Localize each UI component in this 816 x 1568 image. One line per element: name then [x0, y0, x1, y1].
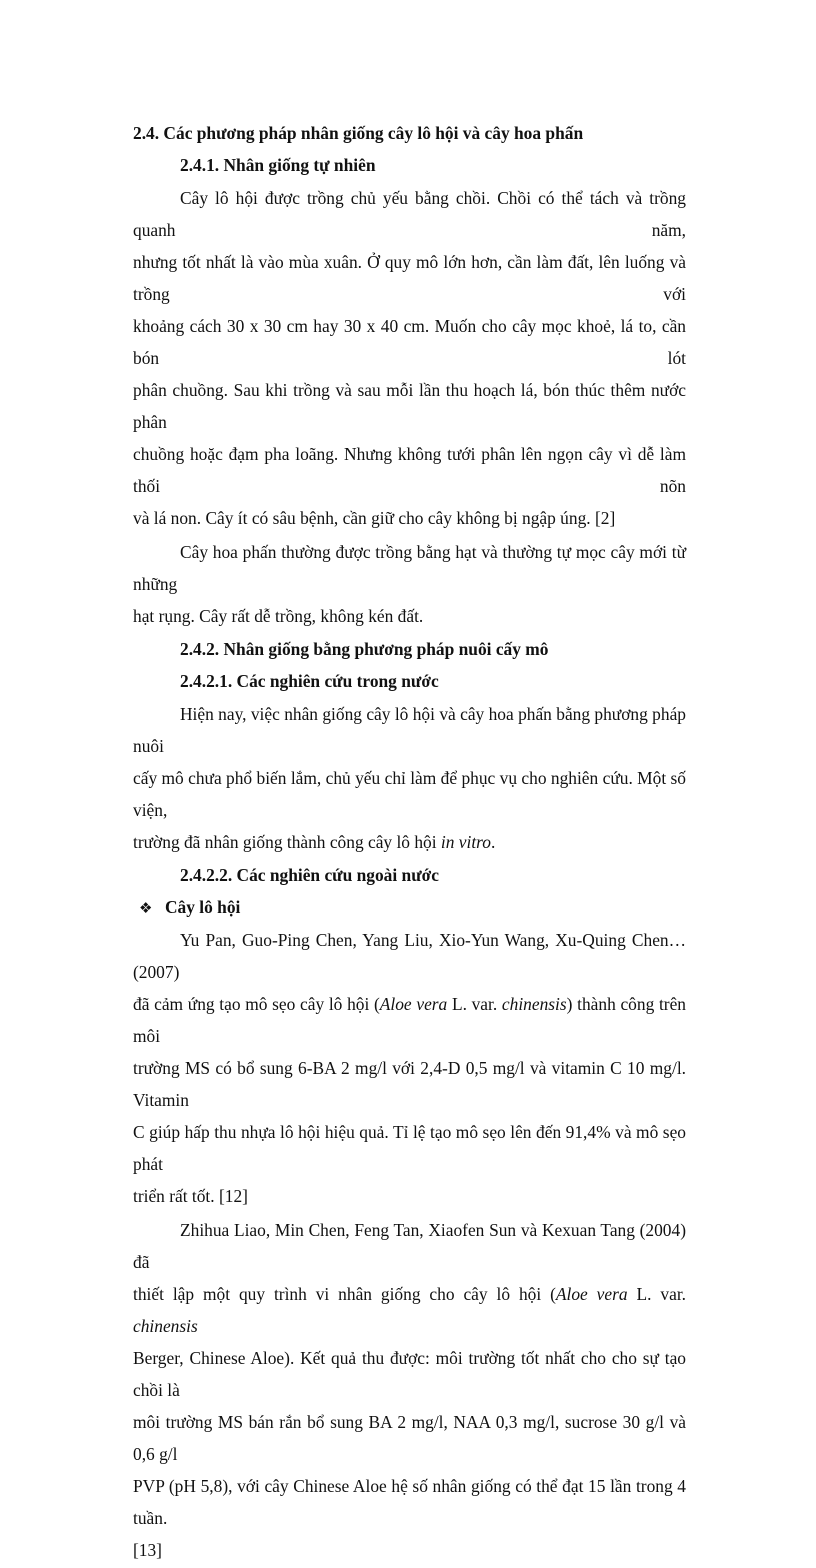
paragraph-yu-pan-2007 — [133, 924, 686, 1212]
bullet-label: Cây lô hội — [165, 897, 241, 917]
text-line: [13] — [133, 1540, 162, 1560]
text-line: khoảng cách 30 x 30 cm hay 30 x 40 cm. Muốn cho cây mọc khoẻ, lá to, cần bón lót — [133, 316, 686, 368]
paragraph-natural-propagation-aloe — [133, 182, 686, 534]
text-line — [133, 988, 686, 1052]
text-line: chuồng hoặc đạm pha loãng. Nhưng không tưới phân lên ngọn cây vì dễ làm thối nõn — [133, 444, 686, 496]
text-line: Cây hoa phấn thường được trồng bằng hạt và thường tự mọc cây mới từ những — [133, 542, 686, 594]
bullet-heading-aloe — [133, 892, 686, 922]
text-line: triển rất tốt. [12] — [133, 1186, 248, 1206]
italic-term: chinensis — [501, 994, 567, 1014]
section-heading-2-4: 2.4. Các phương pháp nhân giống cây lô hội và cây hoa phấn — [133, 123, 584, 143]
text-line: cấy mô chưa phổ biến lắm, chủ yếu chỉ làm để phục vụ cho nghiên cứu. Một số viện, — [133, 768, 686, 820]
document-page — [133, 118, 686, 1568]
text-line: trường MS có bổ sung 6-BA 2 mg/l với 2,4-D 0,5 mg/l và vitamin C 10 mg/l. Vitamin — [133, 1058, 686, 1110]
text-run: . — [491, 832, 496, 852]
text-line: Berger, Chinese Aloe). Kết quả thu được: môi trường tốt nhất cho cho sự tạo chồi là — [133, 1348, 686, 1400]
subsection-heading-2-4-2-2: 2.4.2.2. Các nghiên cứu ngoài nước — [180, 865, 440, 885]
subsection-heading-2-4-2: 2.4.2. Nhân giống bằng phương pháp nuôi cấy mô — [180, 639, 549, 659]
text-line: và lá non. Cây ít có sâu bệnh, cần giữ cho cây không bị ngập úng. [2] — [133, 508, 616, 528]
text-line: hạt rụng. Cây rất dễ trồng, không kén đất. — [133, 606, 424, 626]
text-line — [133, 1278, 686, 1342]
text-run: trường đã nhân giống thành công cây lô hội — [133, 832, 441, 852]
subsection-heading-2-4-2-1: 2.4.2.1. Các nghiên cứu trong nước — [180, 671, 439, 691]
paragraph-natural-propagation-four-oclock — [133, 536, 686, 632]
text-line: PVP (pH 5,8), với cây Chinese Aloe hệ số nhân giống có thể đạt 15 lần trong 4 tuần. — [133, 1476, 686, 1528]
italic-term: Aloe vera — [379, 994, 448, 1014]
paragraph-domestic-research — [133, 698, 686, 858]
diamond-bullet-icon: ❖ — [139, 899, 153, 917]
text-run: thiết lập một quy trình vi nhân giống cho cây lô hội ( — [133, 1284, 556, 1304]
text-line: Cây lô hội được trồng chủ yếu bằng chồi. Chồi có thể tách và trồng quanh năm, — [133, 188, 686, 240]
text-run: L. var. — [627, 1284, 686, 1304]
italic-term: in vitro — [440, 832, 491, 852]
text-line: phân chuồng. Sau khi trồng và sau mỗi lần thu hoạch lá, bón thúc thêm nước phân — [133, 380, 686, 432]
italic-term: Aloe vera — [555, 1284, 628, 1304]
text-run: đã cảm ứng tạo mô sẹo cây lô hội ( — [133, 994, 380, 1014]
italic-term: chinensis — [133, 1316, 198, 1336]
subsection-heading-2-4-1: 2.4.1. Nhân giống tự nhiên — [180, 155, 376, 175]
text-line: Hiện nay, việc nhân giống cây lô hội và cây hoa phấn bằng phương pháp nuôi — [133, 704, 686, 756]
text-line: Zhihua Liao, Min Chen, Feng Tan, Xiaofen Sun và Kexuan Tang (2004) đã — [133, 1220, 686, 1272]
paragraph-zhihua-liao-2004 — [133, 1214, 686, 1566]
text-line: môi trường MS bán rắn bổ sung BA 2 mg/l, NAA 0,3 mg/l, sucrose 30 g/l và 0,6 g/l — [133, 1412, 686, 1464]
text-line — [133, 826, 686, 858]
text-line: nhưng tốt nhất là vào mùa xuân. Ở quy mô lớn hơn, cần làm đất, lên luống và trồng với — [133, 252, 686, 304]
text-line: C giúp hấp thu nhựa lô hội hiệu quả. Tỉ lệ tạo mô sẹo lên đến 91,4% và mô sẹo phát — [133, 1122, 686, 1174]
text-run: ) thành công trên môi — [133, 994, 686, 1046]
text-run: L. var. — [447, 994, 502, 1014]
text-line: Yu Pan, Guo-Ping Chen, Yang Liu, Xio-Yun Wang, Xu-Quing Chen…(2007) — [133, 930, 686, 982]
